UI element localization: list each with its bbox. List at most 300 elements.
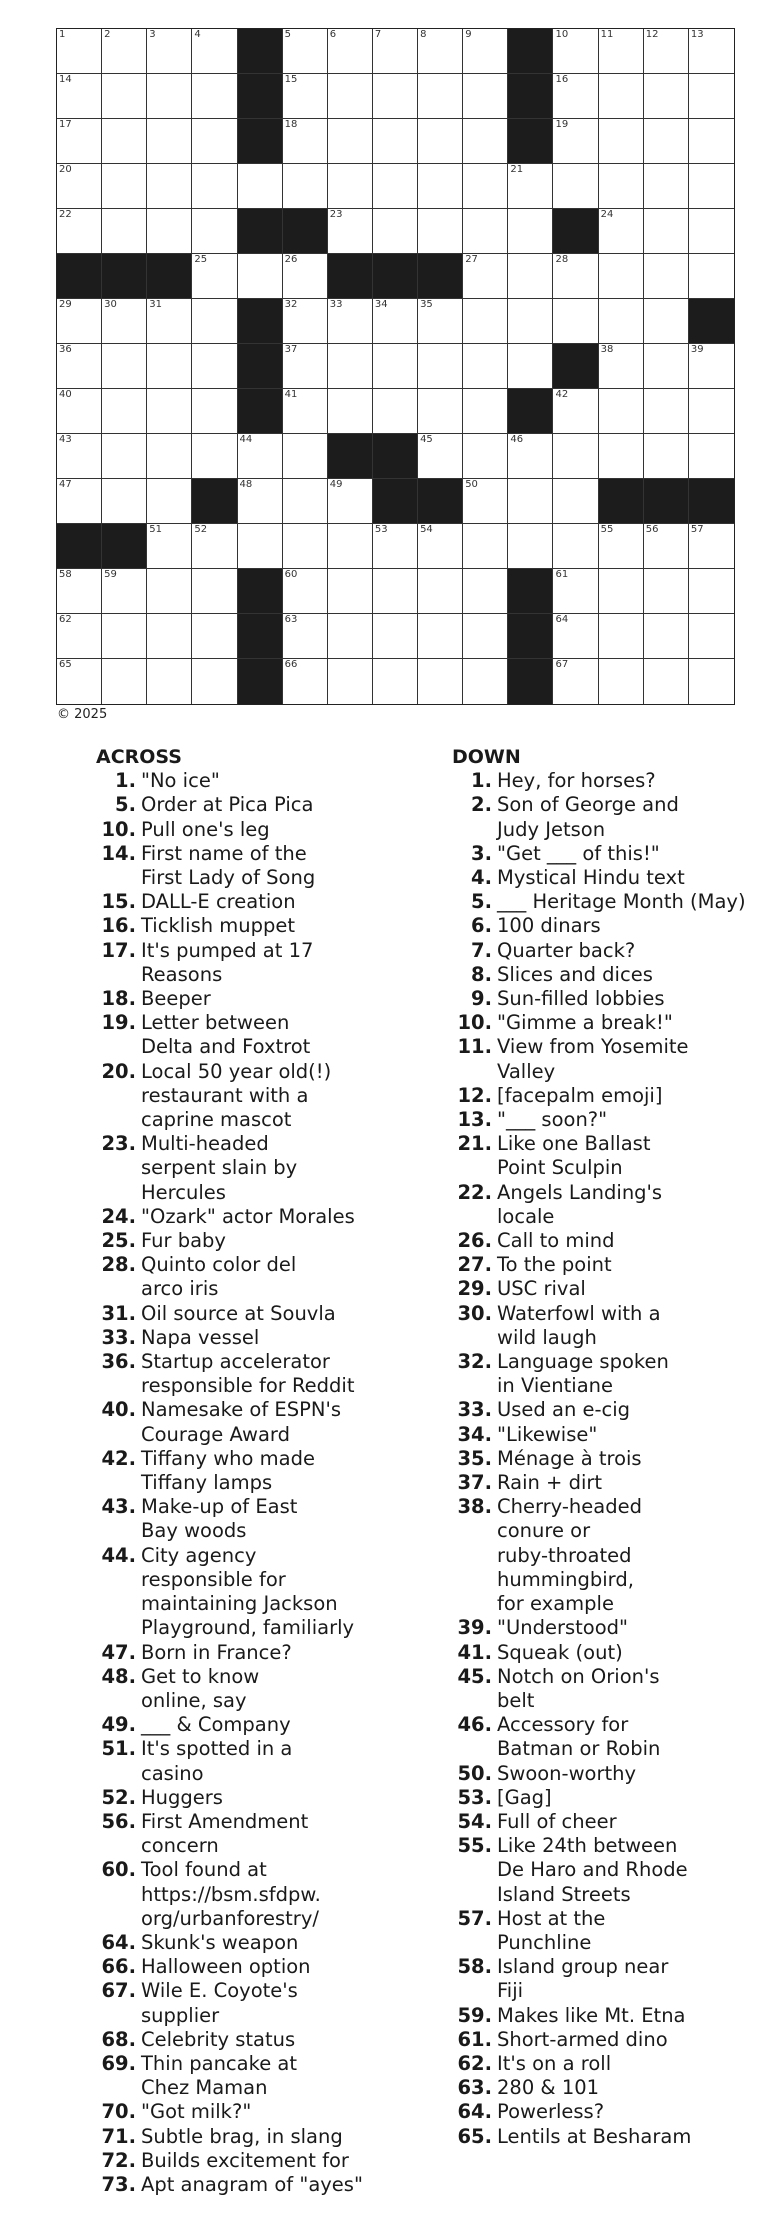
clue-text: Sun-filled lobbies [497,987,665,1011]
grid-cell[interactable] [418,614,463,659]
grid-cell[interactable] [283,299,328,344]
grid-cell[interactable] [463,119,508,164]
clue-text: Slices and dices [497,962,653,986]
grid-cell[interactable] [328,299,373,344]
grid-cell[interactable] [238,254,283,299]
down-clue[interactable] [452,890,772,914]
grid-cell[interactable] [57,389,102,434]
grid-cell[interactable] [373,344,418,389]
clue-number: 34. [457,1422,492,1446]
black-square [57,254,102,299]
grid-cell[interactable] [102,569,147,614]
grid-cell[interactable] [102,659,147,704]
black-square [238,119,283,164]
across-clue[interactable] [96,1060,426,1133]
down-clue[interactable] [452,1229,772,1253]
grid-cell[interactable] [192,389,237,434]
down-clue[interactable] [452,1108,772,1132]
grid-cell[interactable] [599,569,644,614]
down-clue[interactable] [452,793,772,841]
grid-cell[interactable] [553,659,598,704]
grid-cell[interactable] [689,209,734,254]
grid-cell[interactable] [102,299,147,344]
grid-cell[interactable] [328,614,373,659]
grid-cell[interactable] [373,569,418,614]
down-clue[interactable] [452,1277,772,1301]
clue-text: Letter between Delta and Foxtrot [141,1011,311,1059]
grid-cell[interactable] [644,569,689,614]
grid-cell[interactable] [508,299,553,344]
down-clue[interactable] [452,1011,772,1035]
grid-cell[interactable] [147,569,192,614]
across-clue[interactable] [96,1398,426,1446]
grid-cell[interactable] [463,434,508,479]
across-clue[interactable] [96,1713,426,1737]
clue-number: 12 [645,29,659,40]
across-clue[interactable] [96,890,426,914]
grid-cell[interactable] [644,74,689,119]
grid-cell[interactable] [57,119,102,164]
down-clue[interactable] [452,987,772,1011]
grid-cell[interactable] [102,434,147,479]
grid-cell[interactable] [192,299,237,344]
grid-cell[interactable] [463,209,508,254]
grid-cell[interactable] [644,299,689,344]
grid-cell[interactable] [599,74,644,119]
down-clue[interactable] [452,842,772,866]
down-clue[interactable] [452,2125,772,2149]
down-clue[interactable] [452,1398,772,1422]
grid-cell[interactable] [102,164,147,209]
across-clue[interactable] [96,1011,426,1059]
clue-number: 15 [284,74,298,85]
grid-cell[interactable] [599,164,644,209]
grid-cell[interactable] [102,119,147,164]
grid-cell[interactable] [553,389,598,434]
grid-cell[interactable] [418,344,463,389]
grid-cell[interactable] [102,29,147,74]
grid-cell[interactable] [599,389,644,434]
grid-cell[interactable] [238,434,283,479]
grid-cell[interactable] [283,389,328,434]
grid-cell[interactable] [553,164,598,209]
grid-cell[interactable] [644,389,689,434]
grid-cell[interactable] [689,344,734,389]
grid-cell[interactable] [192,74,237,119]
grid-cell[interactable] [508,479,553,524]
grid-cell[interactable] [57,209,102,254]
down-clue[interactable] [452,2100,772,2124]
grid-cell[interactable] [147,524,192,569]
grid-cell[interactable] [328,74,373,119]
clue-text: 280 & 101 [497,2076,600,2100]
grid-cell[interactable] [57,164,102,209]
down-clue[interactable] [452,1955,772,2003]
grid-cell[interactable] [283,119,328,164]
grid-cell[interactable] [508,254,553,299]
grid-cell[interactable] [599,299,644,344]
grid-cell[interactable] [644,164,689,209]
grid-cell[interactable] [599,614,644,659]
down-clue[interactable] [452,1350,772,1398]
grid-cell[interactable] [373,29,418,74]
down-clue[interactable] [452,1665,772,1713]
grid-cell[interactable] [689,614,734,659]
down-clue[interactable] [452,1786,772,1810]
down-clue[interactable] [452,1471,772,1495]
across-clue[interactable] [96,769,426,793]
grid-cell[interactable] [147,299,192,344]
across-clue[interactable] [96,2028,426,2052]
down-clue[interactable] [452,914,772,938]
down-clue[interactable] [452,1810,772,1834]
grid-cell[interactable] [373,524,418,569]
across-clue[interactable] [96,1737,426,1785]
down-clue[interactable] [452,1302,772,1350]
grid-cell[interactable] [644,254,689,299]
clue-number: 71. [101,2124,136,2148]
grid-cell[interactable] [57,569,102,614]
grid-cell[interactable] [373,74,418,119]
grid-cell[interactable] [644,614,689,659]
black-square [689,299,734,344]
down-clue[interactable] [452,866,772,890]
grid-cell[interactable] [192,614,237,659]
clue-number: 25 [194,254,208,265]
grid-cell[interactable] [102,614,147,659]
grid-cell[interactable] [57,659,102,704]
grid-cell[interactable] [57,29,102,74]
clue-number: 36. [101,1350,136,1374]
clue-text: Beeper [141,987,211,1011]
grid-cell[interactable] [644,209,689,254]
clue-text: View from Yosemite Valley [497,1035,689,1083]
grid-cell[interactable] [328,389,373,434]
grid-cell[interactable] [192,119,237,164]
grid-cell[interactable] [57,614,102,659]
grid-cell[interactable] [599,344,644,389]
grid-cell[interactable] [689,659,734,704]
grid-cell[interactable] [553,524,598,569]
grid-cell[interactable] [373,614,418,659]
grid-cell[interactable] [147,389,192,434]
grid-cell[interactable] [57,344,102,389]
across-clue[interactable] [96,939,426,987]
grid-cell[interactable] [463,569,508,614]
grid-cell[interactable] [689,74,734,119]
grid-cell[interactable] [373,209,418,254]
grid-cell[interactable] [102,74,147,119]
grid-cell[interactable] [192,254,237,299]
grid-cell[interactable] [192,344,237,389]
grid-cell[interactable] [328,479,373,524]
grid-cell[interactable] [373,659,418,704]
grid-cell[interactable] [418,164,463,209]
grid-cell[interactable] [147,29,192,74]
grid-cell[interactable] [644,659,689,704]
grid-cell[interactable] [283,659,328,704]
grid-cell[interactable] [147,164,192,209]
grid-cell[interactable] [463,344,508,389]
grid-cell[interactable] [283,29,328,74]
grid-cell[interactable] [418,659,463,704]
down-clue[interactable] [452,1616,772,1640]
grid-cell[interactable] [508,164,553,209]
across-clue[interactable] [96,914,426,938]
across-clue[interactable] [96,1495,426,1543]
across-clue[interactable] [96,1786,426,1810]
grid-cell[interactable] [599,659,644,704]
grid-cell[interactable] [553,299,598,344]
down-clue[interactable] [452,2052,772,2076]
grid-cell[interactable] [328,209,373,254]
grid-cell[interactable] [599,119,644,164]
grid-cell[interactable] [147,119,192,164]
grid-cell[interactable] [553,434,598,479]
grid-cell[interactable] [463,164,508,209]
across-clue[interactable] [96,1205,426,1229]
grid-cell[interactable] [192,434,237,479]
grid-cell[interactable] [283,524,328,569]
grid-cell[interactable] [689,389,734,434]
down-clue[interactable] [452,1495,772,1616]
clue-number: 43. [101,1495,136,1519]
grid-cell[interactable] [689,164,734,209]
grid-cell[interactable] [463,254,508,299]
grid-cell[interactable] [553,479,598,524]
down-clue[interactable] [452,2004,772,2028]
grid-cell[interactable] [644,344,689,389]
grid-cell[interactable] [418,524,463,569]
grid-cell[interactable] [418,209,463,254]
across-clue[interactable] [96,1810,426,1858]
grid-cell[interactable] [463,389,508,434]
across-clue[interactable] [96,1641,426,1665]
grid-cell[interactable] [463,659,508,704]
grid-cell[interactable] [192,659,237,704]
black-square [508,389,553,434]
across-clue[interactable] [96,818,426,842]
across-clue[interactable] [96,1326,426,1350]
grid-cell[interactable] [102,479,147,524]
black-square [102,254,147,299]
grid-cell[interactable] [553,614,598,659]
across-clue[interactable] [96,1447,426,1495]
down-clue[interactable] [452,1253,772,1277]
grid-cell[interactable] [238,524,283,569]
down-clue[interactable] [452,769,772,793]
black-square [508,29,553,74]
clue-number: 64 [555,614,569,625]
across-clue[interactable] [96,2125,426,2149]
grid-cell[interactable] [102,209,147,254]
grid-cell[interactable] [599,254,644,299]
black-square [328,254,373,299]
grid-cell[interactable] [192,524,237,569]
grid-cell[interactable] [373,119,418,164]
grid-cell[interactable] [283,434,328,479]
clue-number: 44 [239,434,253,445]
clue-number: 4 [194,29,201,40]
clue-number: 56. [101,1809,136,1833]
down-clue[interactable] [452,1907,772,1955]
grid-cell[interactable] [102,344,147,389]
grid-cell[interactable] [463,74,508,119]
across-clue[interactable] [96,1132,426,1205]
grid-cell[interactable] [283,254,328,299]
across-clue[interactable] [96,1253,426,1301]
clue-number: 1 [59,29,66,40]
black-square [238,614,283,659]
grid-cell[interactable] [57,74,102,119]
grid-cell[interactable] [418,119,463,164]
across-clue[interactable] [96,987,426,1011]
across-clue[interactable] [96,1302,426,1326]
clue-text: Make-up of East Bay woods [141,1495,298,1543]
grid-cell[interactable] [599,29,644,74]
down-clue[interactable] [452,2076,772,2100]
grid-cell[interactable] [328,344,373,389]
grid-cell[interactable] [553,569,598,614]
grid-cell[interactable] [328,119,373,164]
grid-cell[interactable] [57,299,102,344]
grid-cell[interactable] [283,164,328,209]
grid-cell[interactable] [373,299,418,344]
grid-cell[interactable] [238,164,283,209]
across-clue[interactable] [96,2149,426,2173]
grid-cell[interactable] [57,434,102,479]
grid-cell[interactable] [373,164,418,209]
grid-cell[interactable] [147,614,192,659]
grid-cell[interactable] [147,209,192,254]
grid-cell[interactable] [508,344,553,389]
grid-cell[interactable] [644,524,689,569]
clue-number: 23. [101,1132,136,1156]
grid-cell[interactable] [553,74,598,119]
across-clue[interactable] [96,1955,426,1979]
down-clue[interactable] [452,1181,772,1229]
grid-cell[interactable] [599,209,644,254]
across-clue[interactable] [96,2100,426,2124]
across-clue[interactable] [96,842,426,890]
grid-cell[interactable] [599,434,644,479]
grid-cell[interactable] [418,569,463,614]
grid-cell[interactable] [192,209,237,254]
grid-cell[interactable] [192,164,237,209]
black-square [418,254,463,299]
down-clue[interactable] [452,1762,772,1786]
down-clue[interactable] [452,1713,772,1761]
across-clue[interactable] [96,1979,426,2027]
grid-cell[interactable] [147,659,192,704]
grid-cell[interactable] [689,524,734,569]
grid-cell[interactable] [689,569,734,614]
down-clue[interactable] [452,1084,772,1108]
down-clue[interactable] [452,1035,772,1083]
down-clue[interactable] [452,1834,772,1907]
grid-cell[interactable] [418,74,463,119]
across-clue[interactable] [96,1350,426,1398]
grid-cell[interactable] [463,479,508,524]
grid-cell[interactable] [283,74,328,119]
down-clue[interactable] [452,1641,772,1665]
grid-cell[interactable] [644,29,689,74]
grid-cell[interactable] [373,389,418,434]
grid-cell[interactable] [689,254,734,299]
across-clue[interactable] [96,1931,426,1955]
down-clue[interactable] [452,963,772,987]
grid-cell[interactable] [553,119,598,164]
grid-cell[interactable] [328,569,373,614]
grid-cell[interactable] [418,299,463,344]
grid-cell[interactable] [689,29,734,74]
grid-cell[interactable] [283,479,328,524]
down-clue[interactable] [452,939,772,963]
down-clue[interactable] [452,1132,772,1180]
grid-cell[interactable] [147,434,192,479]
grid-cell[interactable] [599,524,644,569]
grid-cell[interactable] [463,614,508,659]
grid-cell[interactable] [328,659,373,704]
across-clue[interactable] [96,1858,426,1931]
grid-cell[interactable] [553,29,598,74]
grid-cell[interactable] [57,479,102,524]
grid-cell[interactable] [689,434,734,479]
across-clue[interactable] [96,1544,426,1641]
grid-cell[interactable] [328,524,373,569]
grid-cell[interactable] [192,29,237,74]
grid-cell[interactable] [147,74,192,119]
grid-cell[interactable] [147,479,192,524]
grid-cell[interactable] [238,479,283,524]
grid-cell[interactable] [283,344,328,389]
grid-cell[interactable] [283,569,328,614]
across-clue[interactable] [96,2173,426,2197]
across-clue[interactable] [96,1229,426,1253]
across-clue[interactable] [96,2052,426,2100]
down-clue[interactable] [452,1423,772,1447]
grid-cell[interactable] [463,524,508,569]
grid-cell[interactable] [328,29,373,74]
clue-number: 21. [457,1132,492,1156]
clue-number: 36 [59,344,72,355]
grid-cell[interactable] [553,254,598,299]
grid-cell[interactable] [418,29,463,74]
grid-cell[interactable] [283,614,328,659]
clue-number: 48 [239,479,253,490]
grid-cell[interactable] [508,524,553,569]
grid-cell[interactable] [508,434,553,479]
grid-cell[interactable] [192,569,237,614]
across-clue[interactable] [96,1665,426,1713]
black-square [328,434,373,479]
grid-cell[interactable] [147,344,192,389]
grid-cell[interactable] [418,389,463,434]
grid-cell[interactable] [328,164,373,209]
grid-cell[interactable] [689,119,734,164]
grid-cell[interactable] [102,389,147,434]
grid-cell[interactable] [508,209,553,254]
grid-cell[interactable] [644,434,689,479]
grid-cell[interactable] [463,29,508,74]
down-clue[interactable] [452,1447,772,1471]
grid-cell[interactable] [418,434,463,479]
grid-cell[interactable] [463,299,508,344]
down-clue[interactable] [452,2028,772,2052]
clue-text: Tiffany who made Tiffany lamps [141,1446,315,1495]
grid-cell[interactable] [644,119,689,164]
across-clue[interactable] [96,793,426,817]
